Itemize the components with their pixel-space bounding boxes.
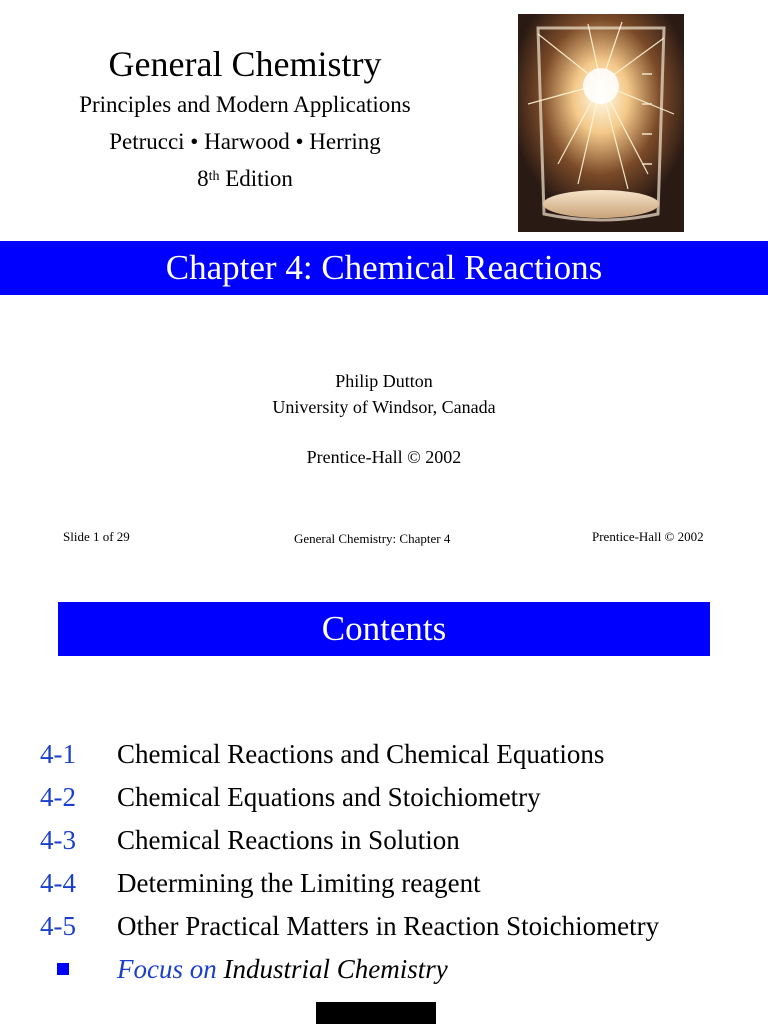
- item-number: 4-4: [40, 868, 76, 898]
- list-item: [0, 734, 768, 777]
- list-item: [0, 906, 768, 949]
- list-item: [0, 777, 768, 820]
- list-item: [0, 863, 768, 906]
- edition-number: 8: [197, 166, 209, 191]
- edition-suffix: th: [208, 169, 220, 184]
- footer-course: General Chemistry: Chapter 4: [294, 531, 451, 546]
- contents-slide: [0, 560, 768, 1024]
- contents-heading: Contents: [58, 602, 710, 656]
- item-number: 4-1: [40, 739, 76, 769]
- book-authors: Petrucci • Harwood • Herring: [109, 129, 381, 154]
- item-number: 4-5: [40, 911, 76, 941]
- chapter-title-bar: Chapter 4: Chemical Reactions: [0, 241, 768, 295]
- publisher-line: Prentice-Hall © 2002: [306, 447, 462, 467]
- beaker-photo: [518, 14, 684, 232]
- item-title: Other Practical Matters in Reaction Stoichiometry: [117, 911, 660, 941]
- edition-word: Edition: [225, 166, 293, 191]
- focus-topic: Industrial Chemistry: [223, 954, 448, 984]
- contents-list: [0, 734, 768, 992]
- footer-copyright: Prentice-Hall © 2002: [592, 529, 704, 544]
- list-item: [0, 820, 768, 863]
- cropped-slide-edge: [316, 1002, 436, 1024]
- book-subtitle: Principles and Modern Applications: [79, 92, 411, 117]
- presenter-block: [0, 368, 768, 420]
- focus-text: [117, 949, 448, 989]
- book-title: General Chemistry: [108, 44, 382, 84]
- presenter-institution: University of Windsor, Canada: [272, 397, 496, 417]
- focus-lead: Focus on: [117, 954, 217, 984]
- book-title-block: [40, 42, 450, 197]
- item-title: Chemical Reactions and Chemical Equations: [117, 739, 605, 769]
- focus-item: [0, 949, 768, 992]
- item-number: 4-2: [40, 782, 76, 812]
- square-bullet-icon: [57, 963, 69, 975]
- book-edition: [40, 160, 450, 197]
- item-number: 4-3: [40, 825, 76, 855]
- item-title: Determining the Limiting reagent: [117, 868, 481, 898]
- presenter-name: Philip Dutton: [335, 371, 433, 391]
- item-title: Chemical Reactions in Solution: [117, 825, 460, 855]
- item-title: Chemical Equations and Stoichiometry: [117, 782, 541, 812]
- slide-number: Slide 1 of 29: [63, 529, 130, 544]
